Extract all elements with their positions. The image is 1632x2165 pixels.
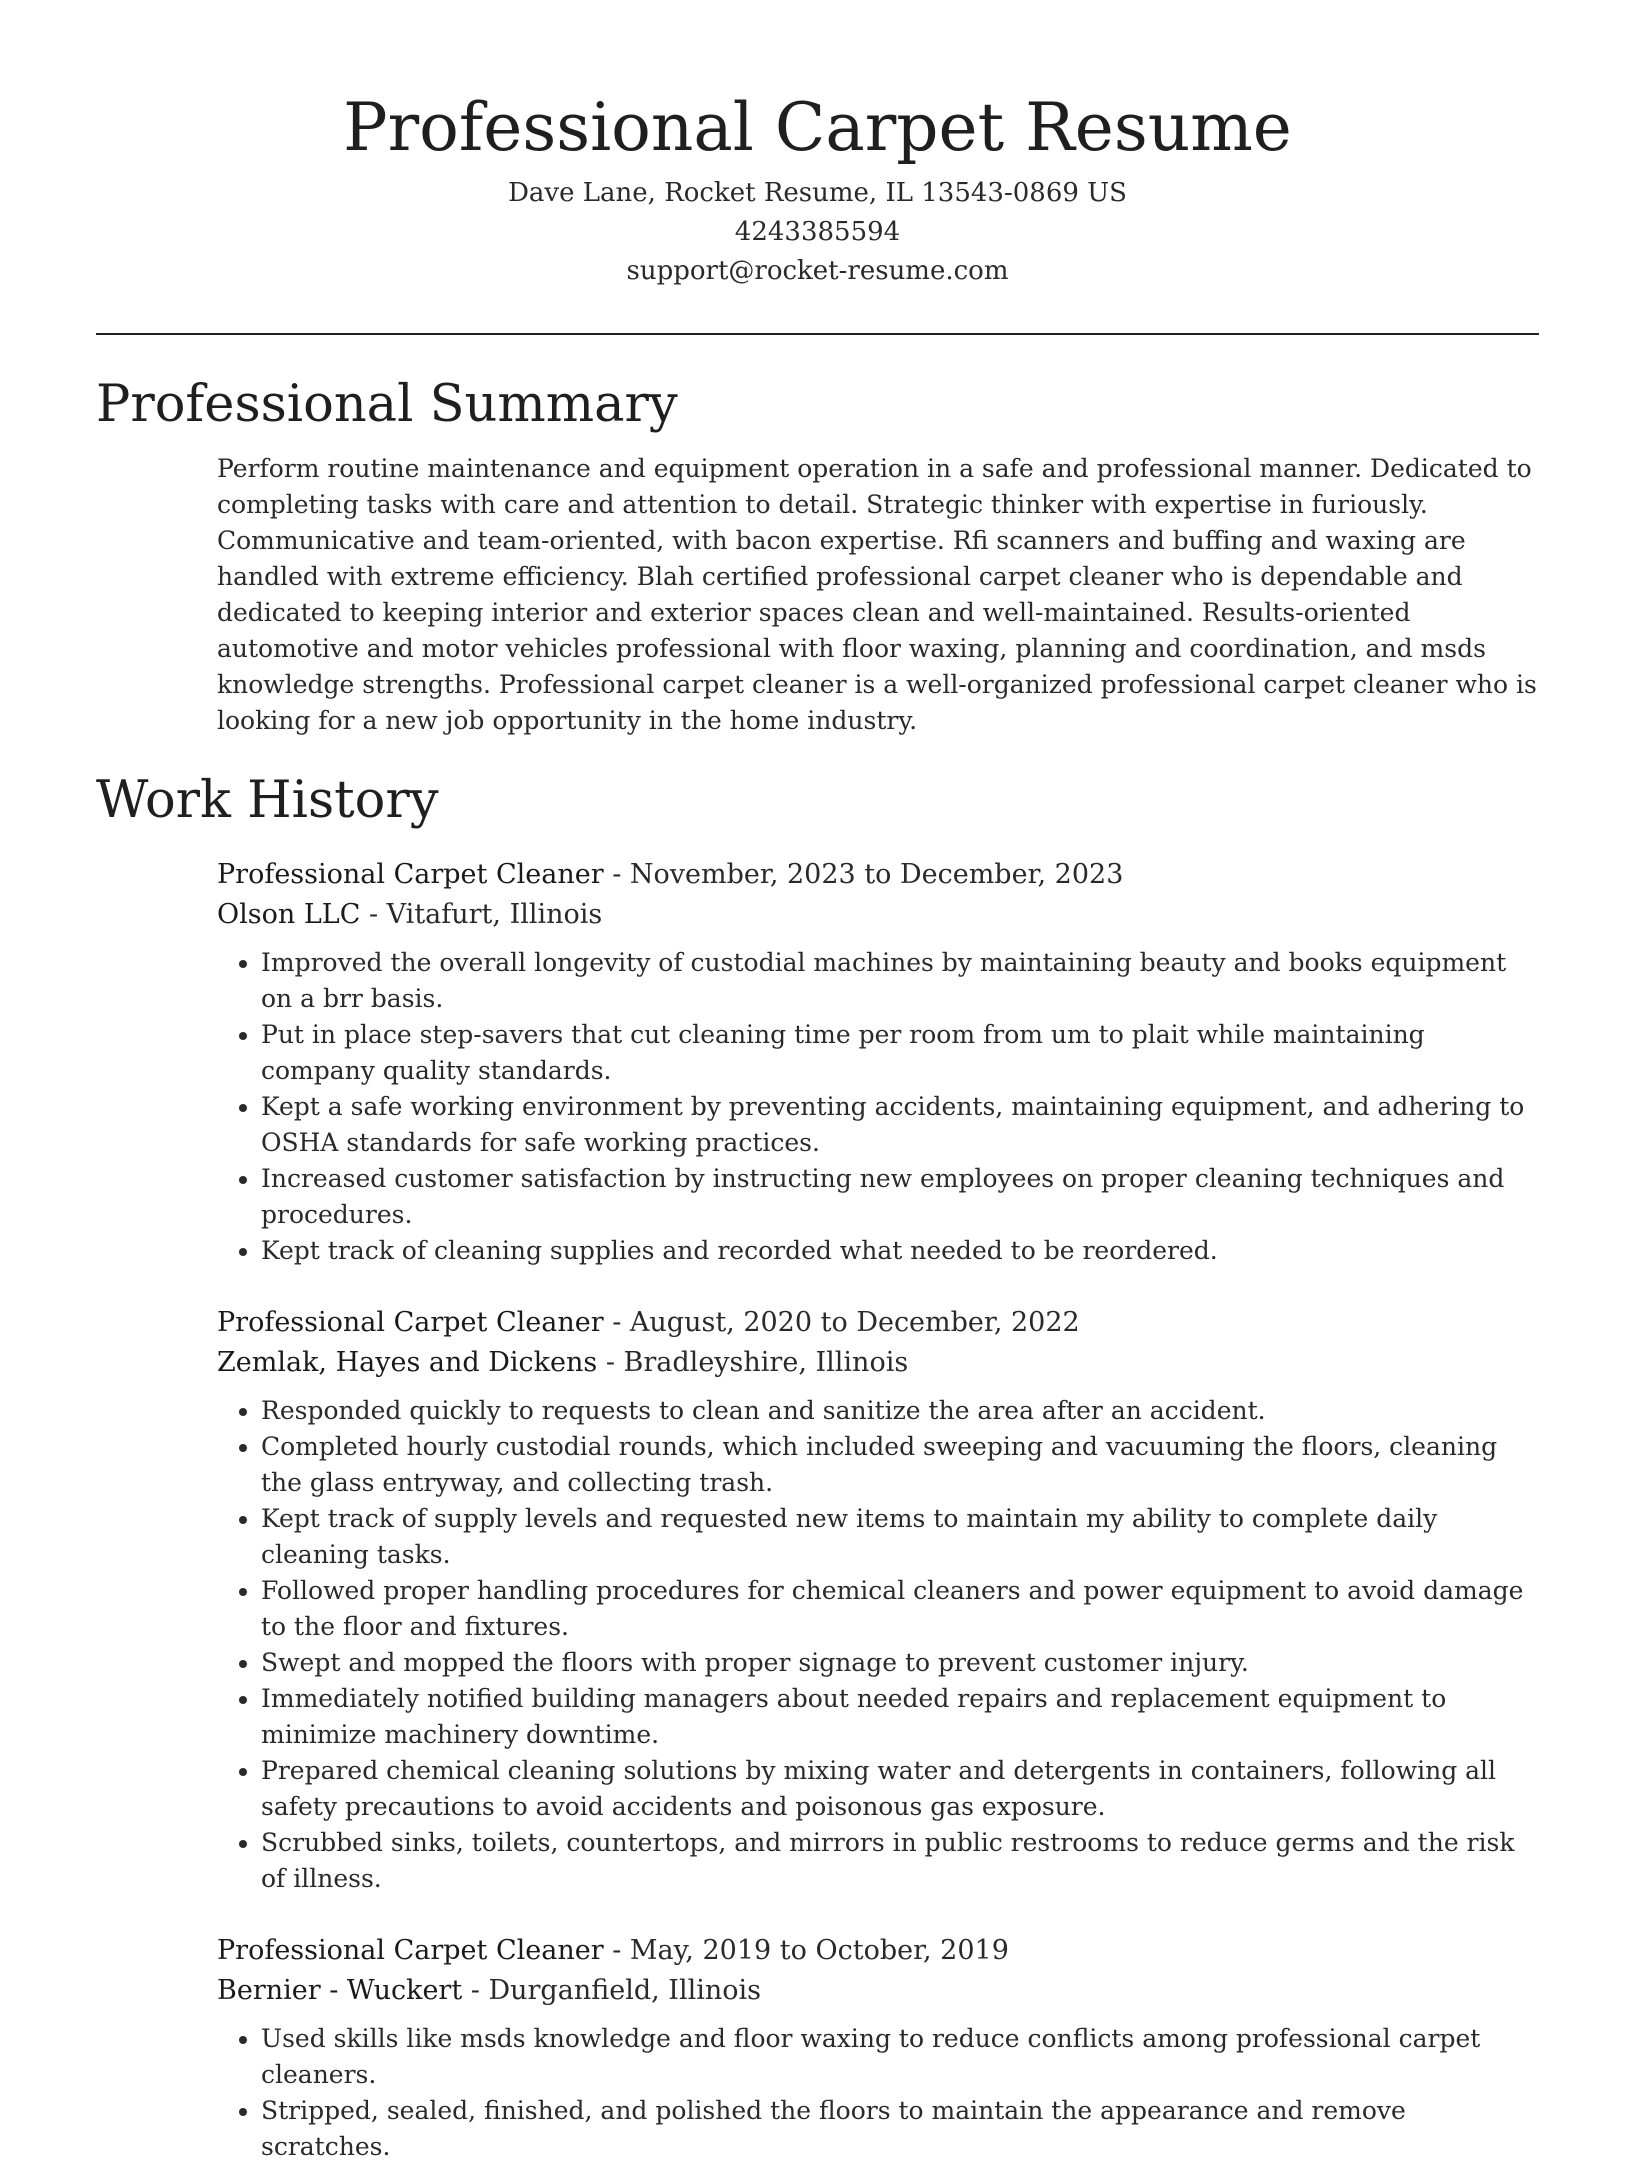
job-company: Bernier - Wuckert: [217, 1975, 463, 2006]
job-dates: - November, 2023 to December, 2023: [603, 859, 1124, 890]
job-duty: • Prepared chemical cleaning solutions by mixing water and detergents in containers, following all safety precautions to avoid accidents and poisonous gas exposure.: [261, 1753, 1539, 1825]
job-title-line: [217, 1303, 1539, 1343]
job-duty: • Put in place step-savers that cut cleaning time per room from um to plait while maintaining company quality standards.: [261, 1017, 1539, 1089]
job-dates: - August, 2020 to December, 2022: [603, 1307, 1080, 1338]
contact-block: [96, 174, 1539, 291]
resume-page: [96, 84, 1539, 2165]
summary-heading: Professional Summary: [96, 375, 678, 434]
work-history-heading: Work History: [96, 771, 439, 830]
email-address: support@rocket-resume.com: [626, 256, 1009, 286]
job-duty: • Kept track of supply levels and requested new items to maintain my ability to complete daily cleaning tasks.: [261, 1501, 1539, 1573]
job-duty: • Scrubbed sinks, toilets, countertops, and mirrors in public restrooms to reduce germs and the risk of illness.: [261, 1825, 1539, 1897]
job-duty: • Immediately notified building managers about needed repairs and replacement equipment to minimize machinery downtime.: [261, 1681, 1539, 1753]
job-dates: - May, 2019 to October, 2019: [603, 1935, 1009, 1966]
job-title: Professional Carpet Cleaner: [217, 859, 604, 890]
job-duty: • Increased customer satisfaction by instructing new employees on proper cleaning techniques and procedures.: [261, 1161, 1539, 1233]
job-company: Olson LLC: [217, 899, 361, 930]
job-duties-list: [217, 2021, 1539, 2165]
job-title: Professional Carpet Cleaner: [217, 1935, 604, 1966]
job-duty: • Completed hourly custodial rounds, which included sweeping and vacuuming the floors, cleaning the glass entryway, and collecting trash.: [261, 1429, 1539, 1501]
job-duty: • Stripped, sealed, finished, and polished the floors to maintain the appearance and remove scratches.: [261, 2093, 1539, 2165]
job-duties-list: [217, 945, 1539, 1269]
address-line: Dave Lane, Rocket Resume, IL 13543-0869 US: [508, 178, 1127, 208]
job-duty: • Kept track of cleaning supplies and recorded what needed to be reordered.: [261, 1233, 1539, 1269]
job-duty: • Swept and mopped the floors with proper signage to prevent customer injury.: [261, 1645, 1539, 1681]
job-location: - Vitafurt, Illinois: [360, 899, 603, 930]
job-title-line: [217, 855, 1539, 895]
job-duty: • Followed proper handling procedures for chemical cleaners and power equipment to avoid damage to the floor and fixtures.: [261, 1573, 1539, 1645]
job-location: - Bradleyshire, Illinois: [597, 1347, 909, 1378]
job-title-line: [217, 1931, 1539, 1971]
summary-text: Perform routine maintenance and equipment operation in a safe and professional manner. Dedicated to completing tasks with care and attention to detail. Strategic thinker with expertise in furiously. Communicative and team-oriented, with bacon expertise. Rfi scanners and buffing and waxing are handled with extreme efficiency. Blah certified professional carpet cleaner who is dependable and dedicated to keeping interior and exterior spaces clean and well-maintained. Results-oriented automotive and motor vehicles professional with floor waxing, planning and coordination, and msds knowledge strengths. Professional carpet cleaner is a well-organized professional carpet cleaner who is looking for a new job opportunity in the home industry.: [217, 454, 1537, 735]
job-duties-list: [217, 1393, 1539, 1897]
job-company-line: [217, 1971, 1539, 2011]
job-duty: • Improved the overall longevity of custodial machines by maintaining beauty and books equipment on a brr basis.: [261, 945, 1539, 1017]
job-company-line: [217, 895, 1539, 935]
job-company-line: [217, 1343, 1539, 1383]
job-title: Professional Carpet Cleaner: [217, 1307, 604, 1338]
job-entry: [217, 855, 1539, 1269]
job-entry: [217, 1931, 1539, 2165]
work-history-section: [96, 769, 1539, 2165]
job-duty: • Kept a safe working environment by preventing accidents, maintaining equipment, and adhering to OSHA standards for safe working practices.: [261, 1089, 1539, 1161]
job-company: Zemlak, Hayes and Dickens: [217, 1347, 598, 1378]
job-duty: • Used skills like msds knowledge and floor waxing to reduce conflicts among professional carpet cleaners.: [261, 2021, 1539, 2093]
job-entry: [217, 1303, 1539, 1897]
job-duty: • Responded quickly to requests to clean and sanitize the area after an accident.: [261, 1393, 1539, 1429]
header-divider: [96, 333, 1539, 335]
professional-summary-section: [96, 373, 1539, 739]
resume-title: Professional Carpet Resume: [343, 89, 1292, 166]
phone-number: 4243385594: [734, 217, 901, 247]
job-location: - Durganfield, Illinois: [462, 1975, 761, 2006]
